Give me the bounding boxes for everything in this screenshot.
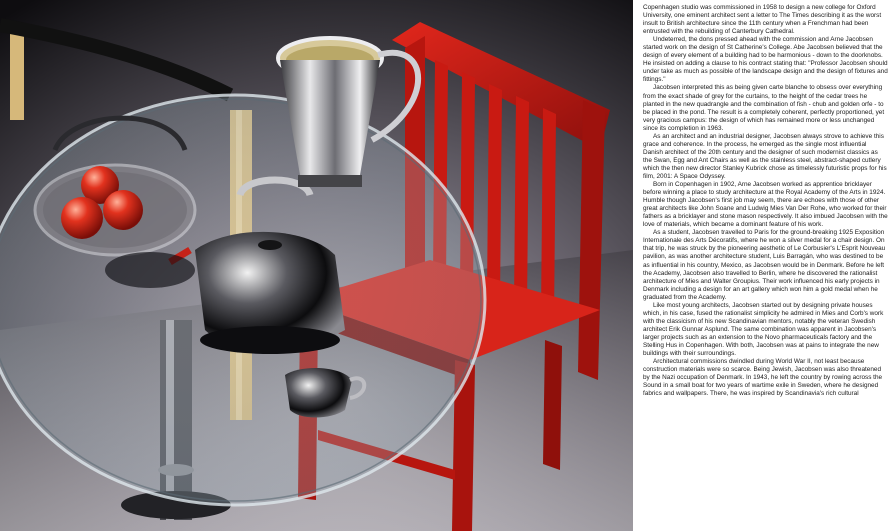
article-paragraph: Like most young architects, Jacobsen started out by designing private houses which, in his case, fused the rationalist simplicity he admired in Mies and Corb's work with the classicism of his new Scandinavian mentors, notably the veteran Swedish architect Erik Gunnar Asplund. The same combination was apparent in Jacobsen's larger projects such as an extension to the Novo pharmaceuticals factory and the Stelling Hus in Copenhagen. With both, Jacobsen was at pains to integrate the new buildings with their surroundings. [643,301,884,358]
article-paragraph: As a student, Jacobsen travelled to Paris for the ground-breaking 1925 Exposition Internationale des Arts Décoratifs, where he won a silver medal for a chair design. On that trip, he was struck by the pioneering aesthetic of Le Corbusier's L'Esprit Nouveau pavilion, as was another architecture student, Luis Barragán, who was destined to be as influential in his country, Mexico, as Jacobsen would be in Denmark. Before he left the Academy, Jacobsen also travelled to Berlin, where he discovered the rationalist architecture of Mies and Walter Groupius. Their work influenced his early projects in Denmark including a design for an art gallery which won him a gold medal when he graduated from the Academy. [643,229,886,301]
article-paragraph: As an architect and an industrial designer, Jacobsen always strove to achieve this grace and coherence. In the process, he emerged as the single most influential Danish architect of the 20th century and the designer of such modernist classics as the Swan, Egg and Ant Chairs as well as the stainless steel, abstract-shaped cutlery which the then new director Stanley Kubrick chose as timelessly futuristic props for his film, 2001: A Space Odyssey. [643,132,887,180]
article-paragraph: Undeterred, the dons pressed ahead with the commission and Arne Jacobsen started work on the design of St Catherine's College. Abe Jacobsen believed that the design of every element of a building had to be harmonious - down to the doorknobs. He insisted on adding a clause to his contract stating that: "Professor Jacobsen should under take as much as possible of the landscape design and the design of fixtures and fittings." [643,36,888,84]
article-paragraph: Jacobsen interpreted this as being given carte blanche to obsess over everything from the exact shade of grey for the curtains, to the height of the cedar trees he planted in the new quadrangle and the combination of fish - chub and golden orfe - to be placed in the pond. The result is a completely coherent, perfectly proportioned, yet very gracious campus: the design of which has remained more or less unchanged since its completion in 1963. [643,84,885,132]
article-paragraph: Born in Copenhagen in 1902, Arne Jacobsen worked as apprentice bricklayer before winning a place to study architecture at the Royal Academy of the Arts in 1924. Humble though Jacobsen's first job may seem, there are echoes with those of other great architects like John Soane and Ludwig Mies Van Der Rohe, who worked for their fathers as a bricklayer and stone mason respectively. It also imbued Jacobsen with the love of materials, which became a dominant feature of his work. [643,181,888,229]
article-paragraph: Copenhagen studio was commissioned in 1958 to design a new college for Oxford University, one eminent architect sent a letter to The Times describing it as the worst insult to British architecture since the 11th century when a Frenchman had been entrusted with the rebuilding of Canterbury Cathedral. [643,4,882,36]
article-paragraph: Architectural commissions dwindled during World War II, not least because construction materials were so scarce. Being Jewish, Jacobsen was also threatened by the Nazi occupation of Denmark. In 1943, he left the country by rowing across the Sound in a small boat for two years of wartime exile in Sweden, where he designed fabrics and wallpapers. There, he was inspired by Scandinavia's rich cultural [643,358,883,398]
article-text [643,4,888,527]
